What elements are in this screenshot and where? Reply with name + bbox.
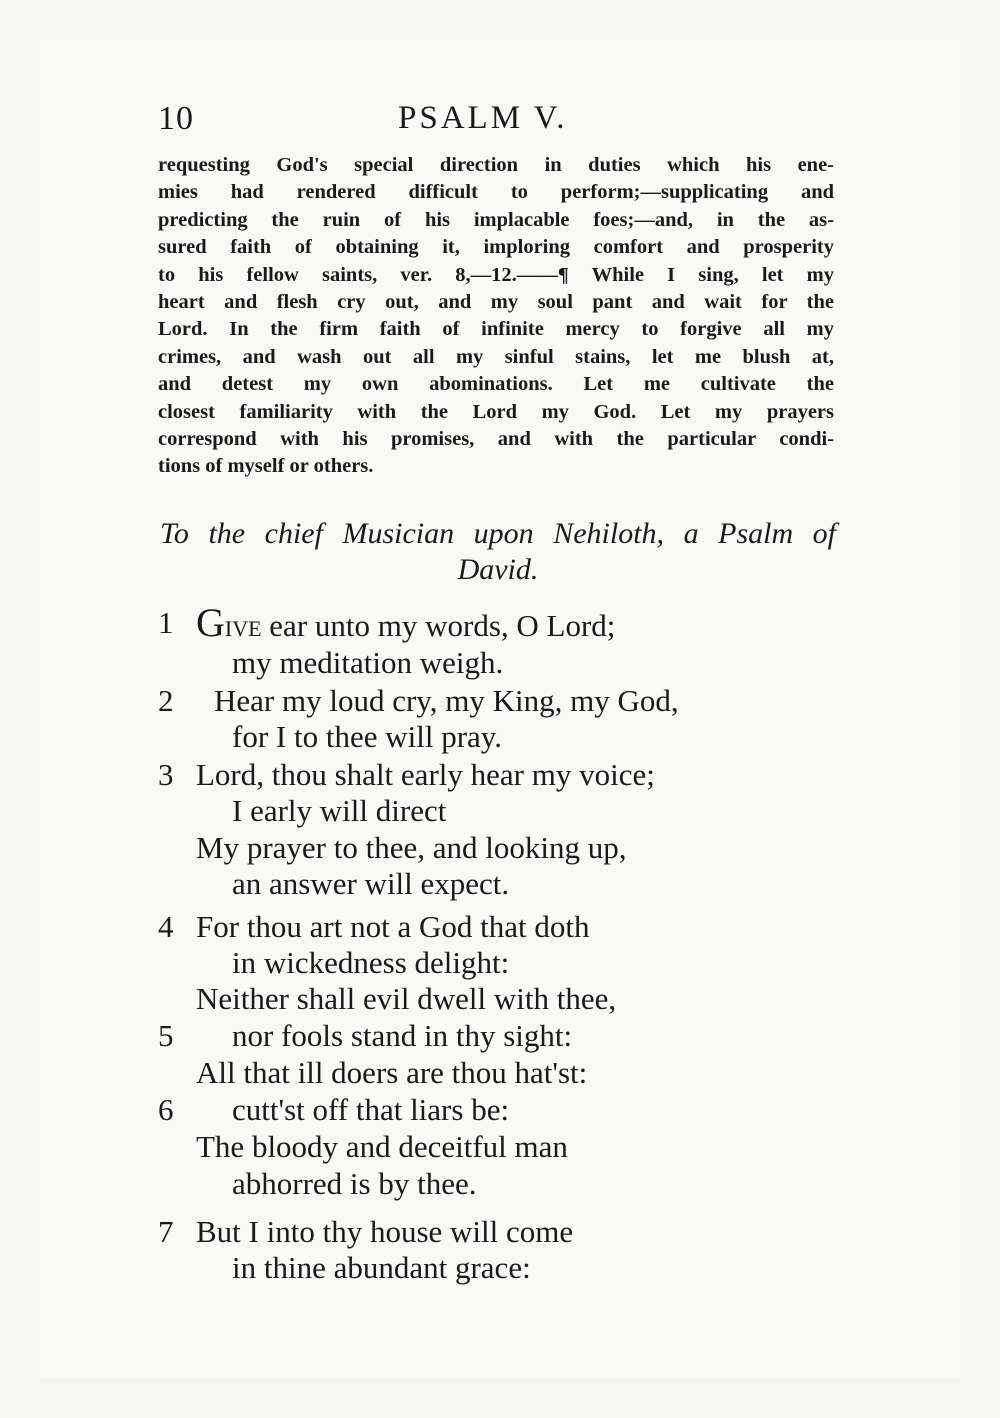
page-number: 10	[158, 100, 194, 137]
running-title: PSALM V.	[398, 100, 568, 136]
verse-number: 6	[158, 1092, 174, 1127]
argument-line: to his fellow saints, ver. 8,—12.——¶ While I sing, let my	[158, 263, 834, 286]
argument-line: heart and flesh cry out, and my soul pant and wait for the	[158, 291, 834, 314]
verse-text: an answer will expect.	[232, 866, 510, 901]
verse-text: cutt'st off that liars be:	[232, 1092, 510, 1127]
verse-text	[196, 600, 616, 645]
verse-text: All that ill doers are thou hat'st:	[196, 1055, 588, 1090]
verse-number: 5	[158, 1018, 174, 1053]
verse-number: 4	[158, 909, 174, 944]
verse-text: Hear my loud cry, my King, my God,	[214, 683, 679, 718]
verse-text: But I into thy house will come	[196, 1214, 574, 1249]
verse-text: Neither shall evil dwell with thee,	[196, 981, 617, 1016]
verse-text: abhorred is by thee.	[232, 1166, 477, 1201]
psalm-superscription	[160, 516, 836, 588]
page-header	[158, 100, 838, 140]
superscription-line: To the chief Musician upon Nehiloth, a Psalm of	[160, 517, 836, 550]
verse-text-rest: ear unto my words, O Lord;	[261, 608, 616, 643]
argument-line: predicting the ruin of his implacable foes;—and, in the as-	[158, 208, 834, 231]
argument-line: requesting God's special direction in duties which his ene-	[158, 154, 834, 176]
verse-text: I early will direct	[232, 793, 447, 828]
superscription-line: David.	[457, 553, 539, 586]
argument-line: tions of myself or others.	[158, 455, 374, 478]
verse-number: 2	[158, 683, 174, 718]
argument-line: closest familiarity with the Lord my God. Let my prayers	[158, 400, 834, 423]
psalm-argument	[158, 152, 834, 481]
drop-initial: G	[196, 600, 225, 645]
verse-number: 1	[158, 605, 174, 640]
argument-line: and detest my own abominations. Let me cultivate the	[158, 373, 834, 396]
argument-line: crimes, and wash out all my sinful stains, let me blush at,	[158, 345, 834, 368]
verse-text: nor fools stand in thy sight:	[232, 1018, 573, 1053]
verse-text: in wickedness delight:	[232, 945, 510, 980]
smallcaps-word: ive	[224, 608, 262, 643]
verse-number: 3	[158, 757, 174, 792]
verse-number: 7	[158, 1214, 174, 1249]
verse-text: my meditation weigh.	[232, 645, 504, 680]
verse-text: The bloody and deceitful man	[196, 1129, 568, 1164]
verse-text: Lord, thou shalt early hear my voice;	[196, 757, 655, 792]
argument-line: sured faith of obtaining it, imploring comfort and prosperity	[158, 236, 834, 259]
argument-line: Lord. In the firm faith of infinite mercy to forgive all my	[158, 318, 834, 341]
argument-line: correspond with his promises, and with the particular condi-	[158, 428, 834, 451]
verse-text: in thine abundant grace:	[232, 1250, 531, 1285]
verse-text: My prayer to thee, and looking up,	[196, 830, 627, 865]
argument-line: mies had rendered difficult to perform;—supplicating and	[158, 181, 834, 204]
verse-text: for I to thee will pray.	[232, 719, 503, 754]
verse-text: For thou art not a God that doth	[196, 909, 590, 944]
